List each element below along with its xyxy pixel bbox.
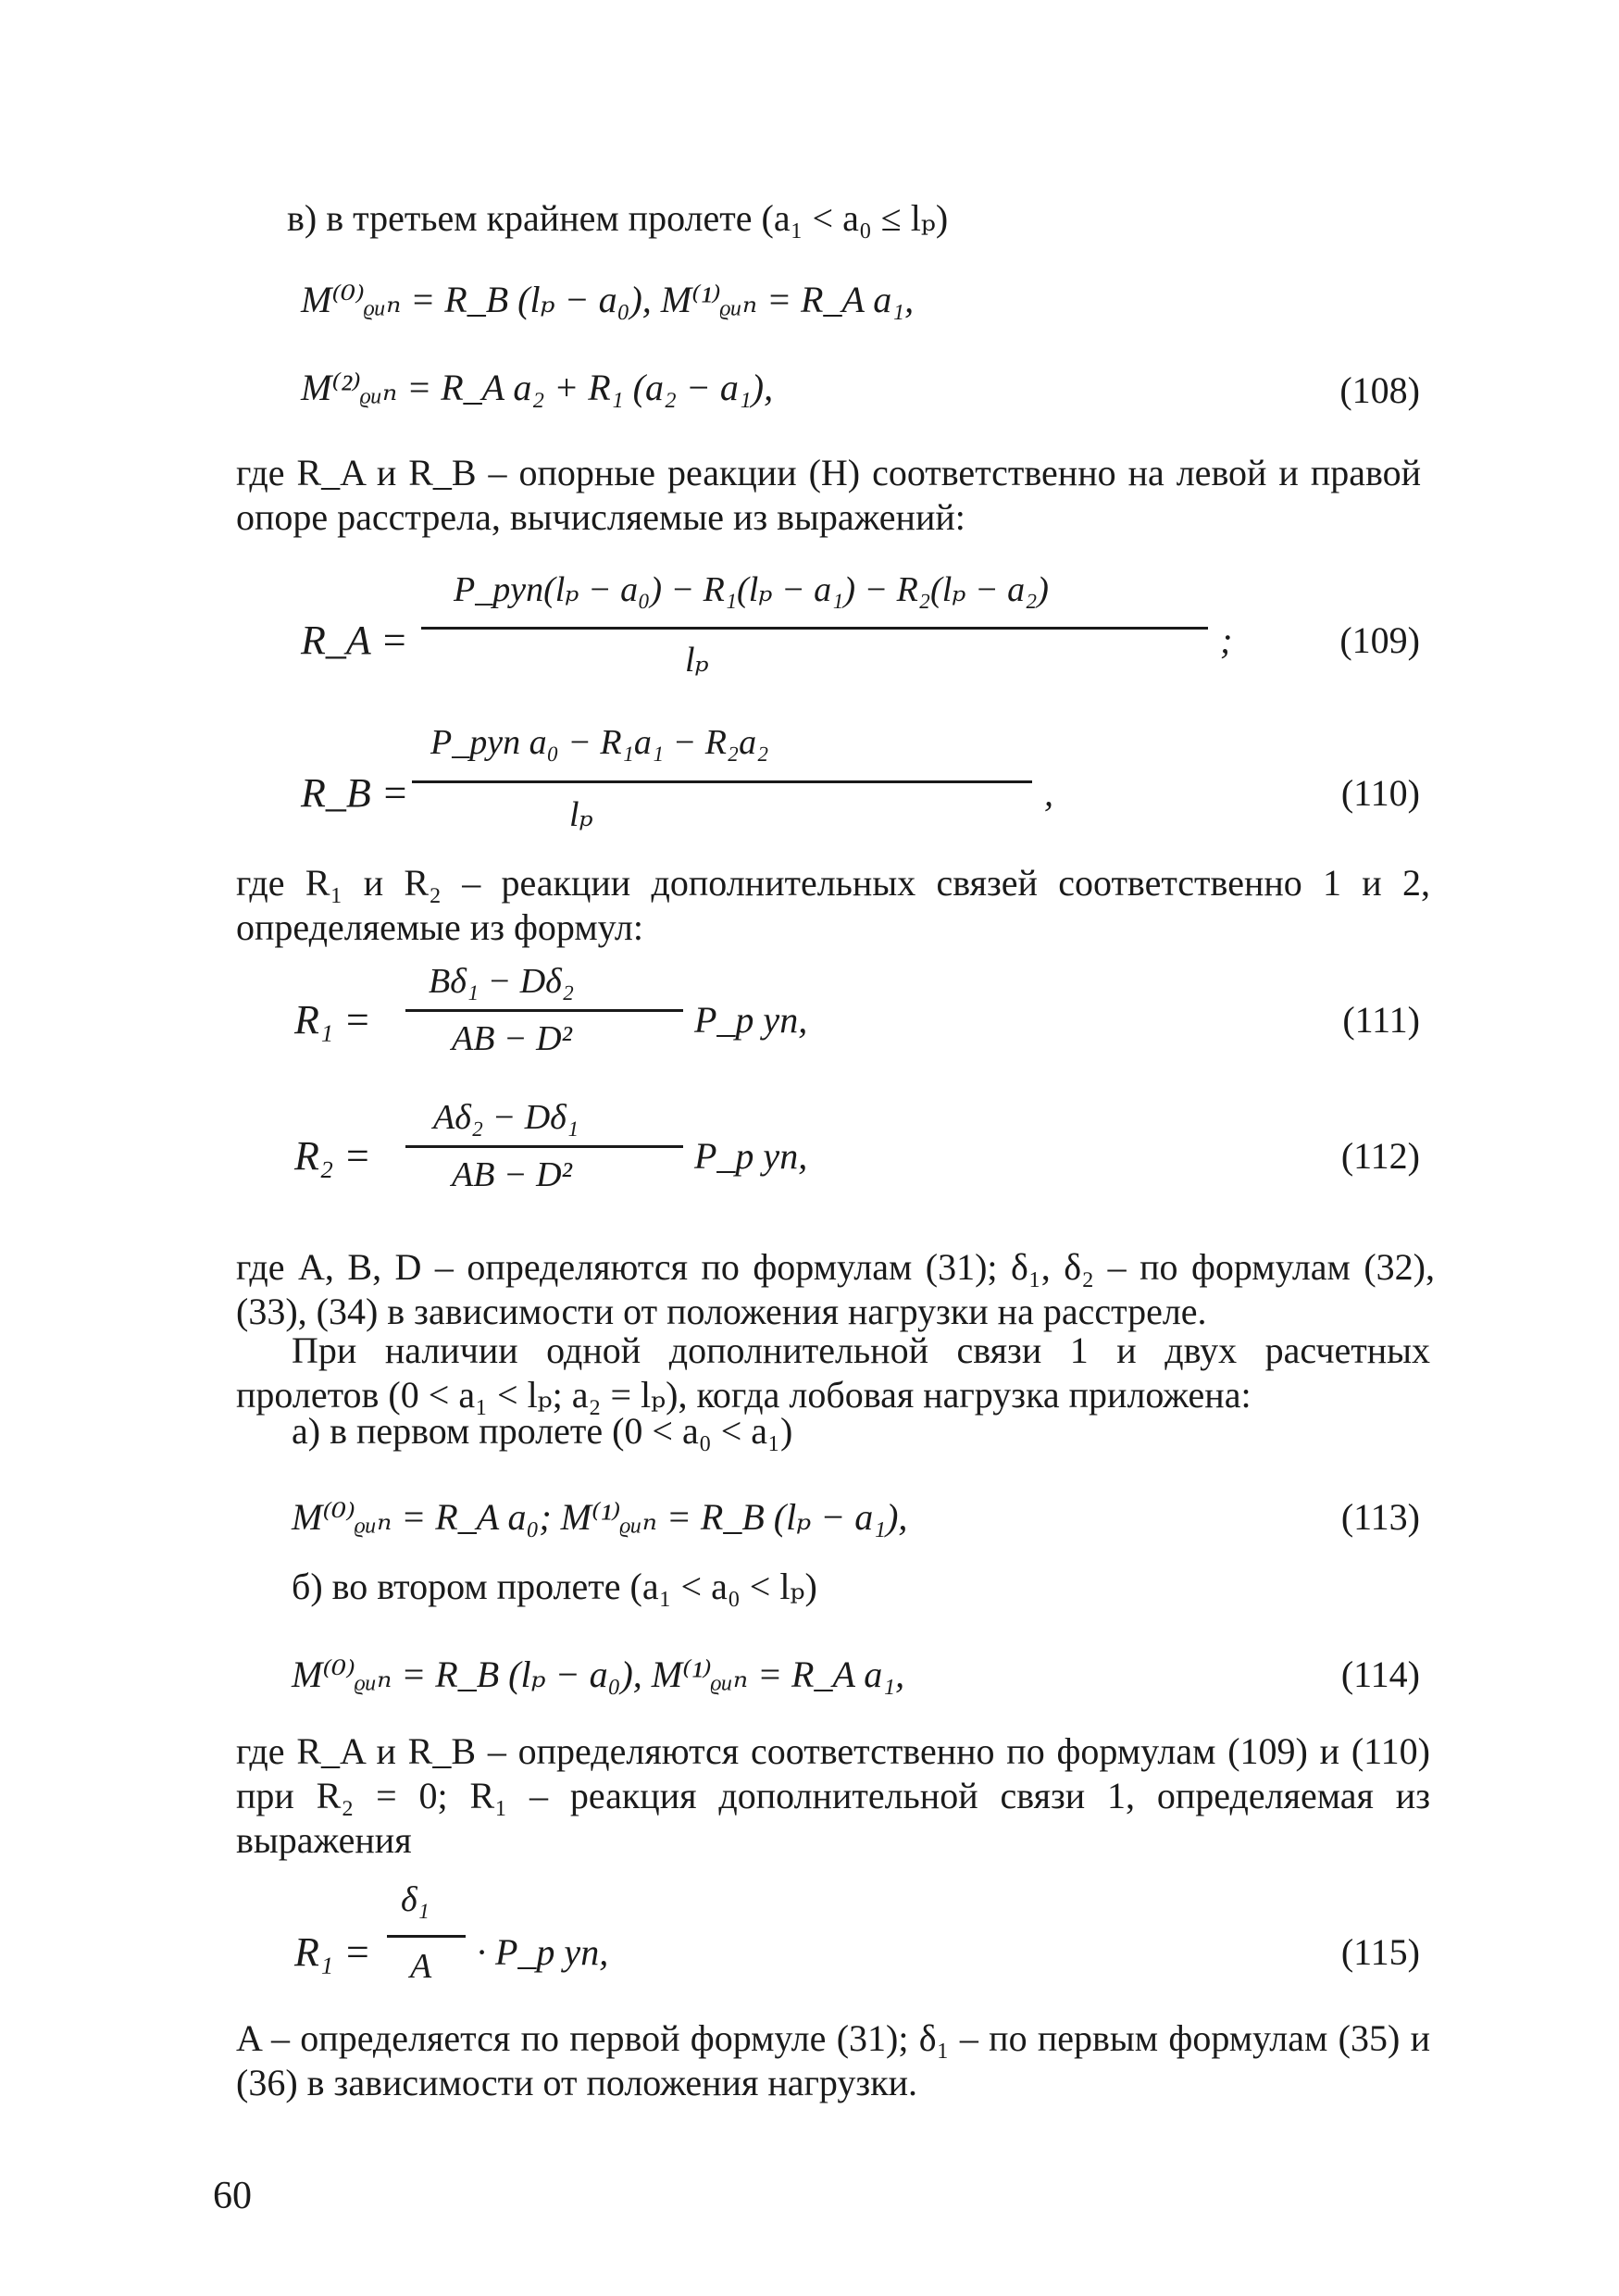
equation-number-109: (109) <box>1339 619 1420 661</box>
equation-111-denominator: AB − D² <box>452 1019 572 1058</box>
paragraph-coefficients-source: где A, B, D – определяются по формулам (31); δ₁, δ₂ – по формулам (32), (33), (34) в зависимости от положения нагрузки на расстреле. <box>236 1246 1435 1332</box>
equation-110-numerator: P_pуп a₀ − R₁a₁ − R₂a₂ <box>430 723 769 762</box>
equation-115-lhs: R₁ = <box>294 1929 371 1975</box>
equation-109-post: ; <box>1220 619 1233 661</box>
case-a-intro: а) в первом пролете (0 < a₀ < a₁) <box>292 1410 793 1452</box>
equation-112-lhs: R₂ = <box>294 1133 371 1179</box>
paragraph-reactions-RA-RB: где R_A и R_B – опорные реакции (Н) соответственно на левой и правой опоре расстрела, вычисляемые из выражений: <box>236 452 1421 538</box>
equation-110-lhs: R_B = <box>301 770 409 816</box>
equation-number-113: (113) <box>1340 1496 1420 1538</box>
equation-109-fraction-bar <box>421 627 1208 630</box>
equation-111-fraction-bar <box>405 1009 683 1012</box>
equation-112-post: P_p уп, <box>694 1135 808 1177</box>
case-b-intro: б) во втором пролете (a₁ < a₀ < lₚ) <box>292 1566 817 1607</box>
equation-110-denominator: lₚ <box>569 795 593 834</box>
equation-number-112: (112) <box>1340 1135 1420 1177</box>
equation-number-115: (115) <box>1340 1931 1420 1973</box>
equation-109-fraction <box>421 569 1208 699</box>
equation-110-fraction-bar <box>412 780 1032 783</box>
equation-115-fraction <box>387 1879 466 2000</box>
equation-112-numerator: Aδ₂ − Dδ₁ <box>433 1098 579 1137</box>
equation-110-fraction <box>412 722 1032 852</box>
paragraph-additional-reactions: где R₁ и R₂ – реакции дополнительных связей соответственно 1 и 2, определяемые из формул: <box>236 862 1430 948</box>
equation-112-denominator: AB − D² <box>452 1155 572 1194</box>
equation-112-fraction <box>405 1097 683 1208</box>
paragraph-single-link-reaction: где R_A и R_B – определяются соответственно по формулам (109) и (110) при R₂ = 0; R₁ – реакция дополнительной связи 1, определяемая из выражения <box>236 1730 1430 1861</box>
equation-number-110: (110) <box>1340 772 1420 814</box>
page-number: 60 <box>213 2175 252 2217</box>
equation-111-numerator: Bδ₁ − Dδ₂ <box>429 962 575 1001</box>
equation-112-fraction-bar <box>405 1145 683 1148</box>
paragraph-one-additional-link: При наличии одной дополнительной связи 1 и двух расчетных пролетов (0 < a₁ < lₚ; a₂ = lₚ), когда лобовая нагрузка приложена: <box>236 1329 1430 1416</box>
paragraph-final-note: A – определяется по первой формуле (31); δ₁ – по первым формулам (35) и (36) в зависимости от положения нагрузки. <box>236 2017 1430 2103</box>
equation-111-lhs: R₁ = <box>294 997 371 1042</box>
equation-111-post: P_p уп, <box>694 999 808 1041</box>
equation-115-post: · P_p уп, <box>477 1931 609 1973</box>
case-c-intro: в) в третьем крайнем пролете (a₁ < a₀ ≤ lₚ) <box>287 197 949 239</box>
equation-109-numerator: P_pуп(lₚ − a₀) − R₁(lₚ − a₁) − R₂(lₚ − a₂) <box>454 570 1049 609</box>
equation-108-line-2: M⁽²⁾ᵨᵤₙ = R_A a₂ + R₁ (a₂ − a₁), <box>301 367 774 408</box>
equation-111-fraction <box>405 961 683 1072</box>
equation-115-numerator: δ₁ <box>401 1880 430 1919</box>
equation-114: M⁽⁰⁾ᵨᵤₙ = R_B (lₚ − a₀), M⁽¹⁾ᵨᵤₙ = R_A a₁, <box>292 1653 905 1695</box>
equation-number-108: (108) <box>1339 369 1420 411</box>
equation-109-denominator: lₚ <box>685 641 709 680</box>
equation-110-post: , <box>1044 772 1053 814</box>
equation-108-line-1: M⁽⁰⁾ᵨᵤₙ = R_B (lₚ − a₀), M⁽¹⁾ᵨᵤₙ = R_A a₁, <box>301 279 915 320</box>
equation-number-114: (114) <box>1340 1653 1420 1695</box>
equation-109-lhs: R_A = <box>301 618 408 663</box>
equation-115-fraction-bar <box>387 1935 466 1938</box>
equation-115-denominator: A <box>410 1947 432 1986</box>
equation-number-111: (111) <box>1342 999 1420 1041</box>
equation-113: M⁽⁰⁾ᵨᵤₙ = R_A a₀; M⁽¹⁾ᵨᵤₙ = R_B (lₚ − a₁), <box>292 1496 908 1538</box>
